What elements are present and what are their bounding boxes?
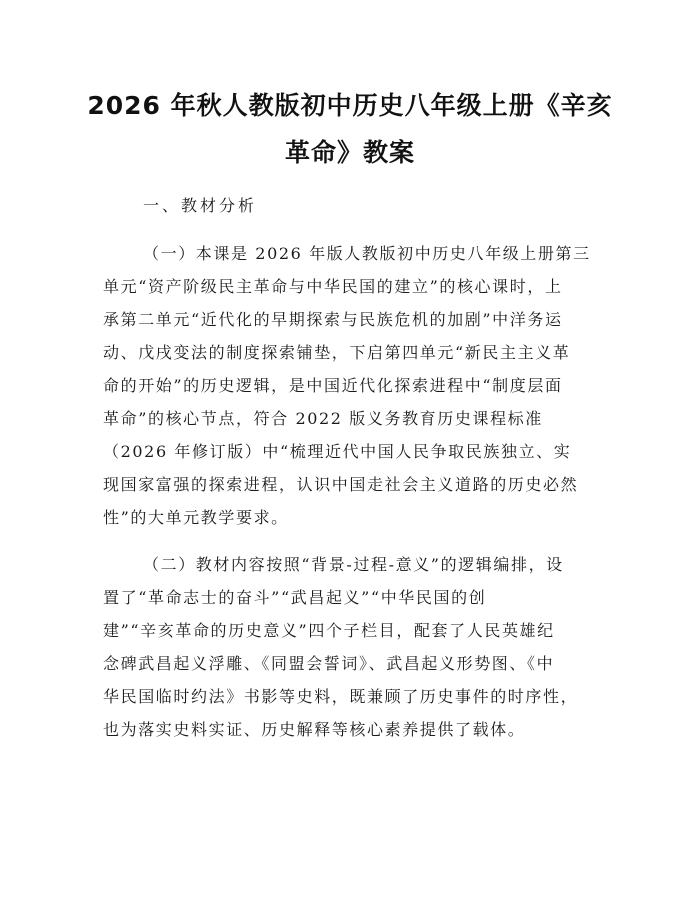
paragraph-2-line: （二）教材内容按照“背景-过程-意义”的逻辑编排，设: [143, 555, 564, 574]
paragraph-2-line: 置了“革命志士的奋斗”“武昌起义”“中华民国的创: [103, 588, 487, 607]
paragraph-2-line: 华民国临时约法》书影等史料，既兼顾了历史事件的时序性，: [103, 687, 579, 706]
paragraph-1-line: （一）本课是 2026 年版人教版初中历史八年级上册第三: [143, 244, 591, 263]
paragraph-1-line: 现国家富强的探索进程，认识中国走社会主义道路的历史必然: [103, 475, 579, 494]
section-heading-textbook-analysis: 一、教材分析: [143, 196, 258, 215]
paragraph-2-line: 念碑武昌起义浮雕、《同盟会誓词》、武昌起义形势图、《中: [103, 654, 555, 673]
paragraph-1-line: 动、戊戌变法的制度探索铺垫，下启第四单元“新民主主义革: [103, 343, 571, 362]
paragraph-1-line: 命的开始”的历史逻辑，是中国近代化探索进程中“制度层面: [103, 376, 563, 395]
paragraph-2-line: 建”“辛亥革命的历史意义”四个子栏目，配套了人民英雄纪: [103, 621, 555, 640]
document-title-line-2: 革命》教案: [284, 138, 415, 167]
paragraph-1-line: 革命”的核心节点，符合 2022 版义务教育历史课程标准: [103, 409, 543, 428]
paragraph-1-line: （2026 年修订版）中“梳理近代中国人民争取民族独立、实: [103, 442, 572, 461]
document-title-line-1: 2026 年秋人教版初中历史八年级上册《辛亥: [87, 91, 613, 120]
paragraph-1-line: 承第二单元“近代化的早期探索与民族危机的加剧”中洋务运: [103, 310, 563, 329]
paragraph-1-line: 性”的大单元教学要求。: [103, 508, 289, 527]
paragraph-1-line: 单元“资产阶级民主革命与中华民国的建立”的核心课时，上: [103, 277, 563, 296]
paragraph-2-line: 也为落实史料实证、历史解释等核心素养提供了载体。: [103, 720, 526, 739]
